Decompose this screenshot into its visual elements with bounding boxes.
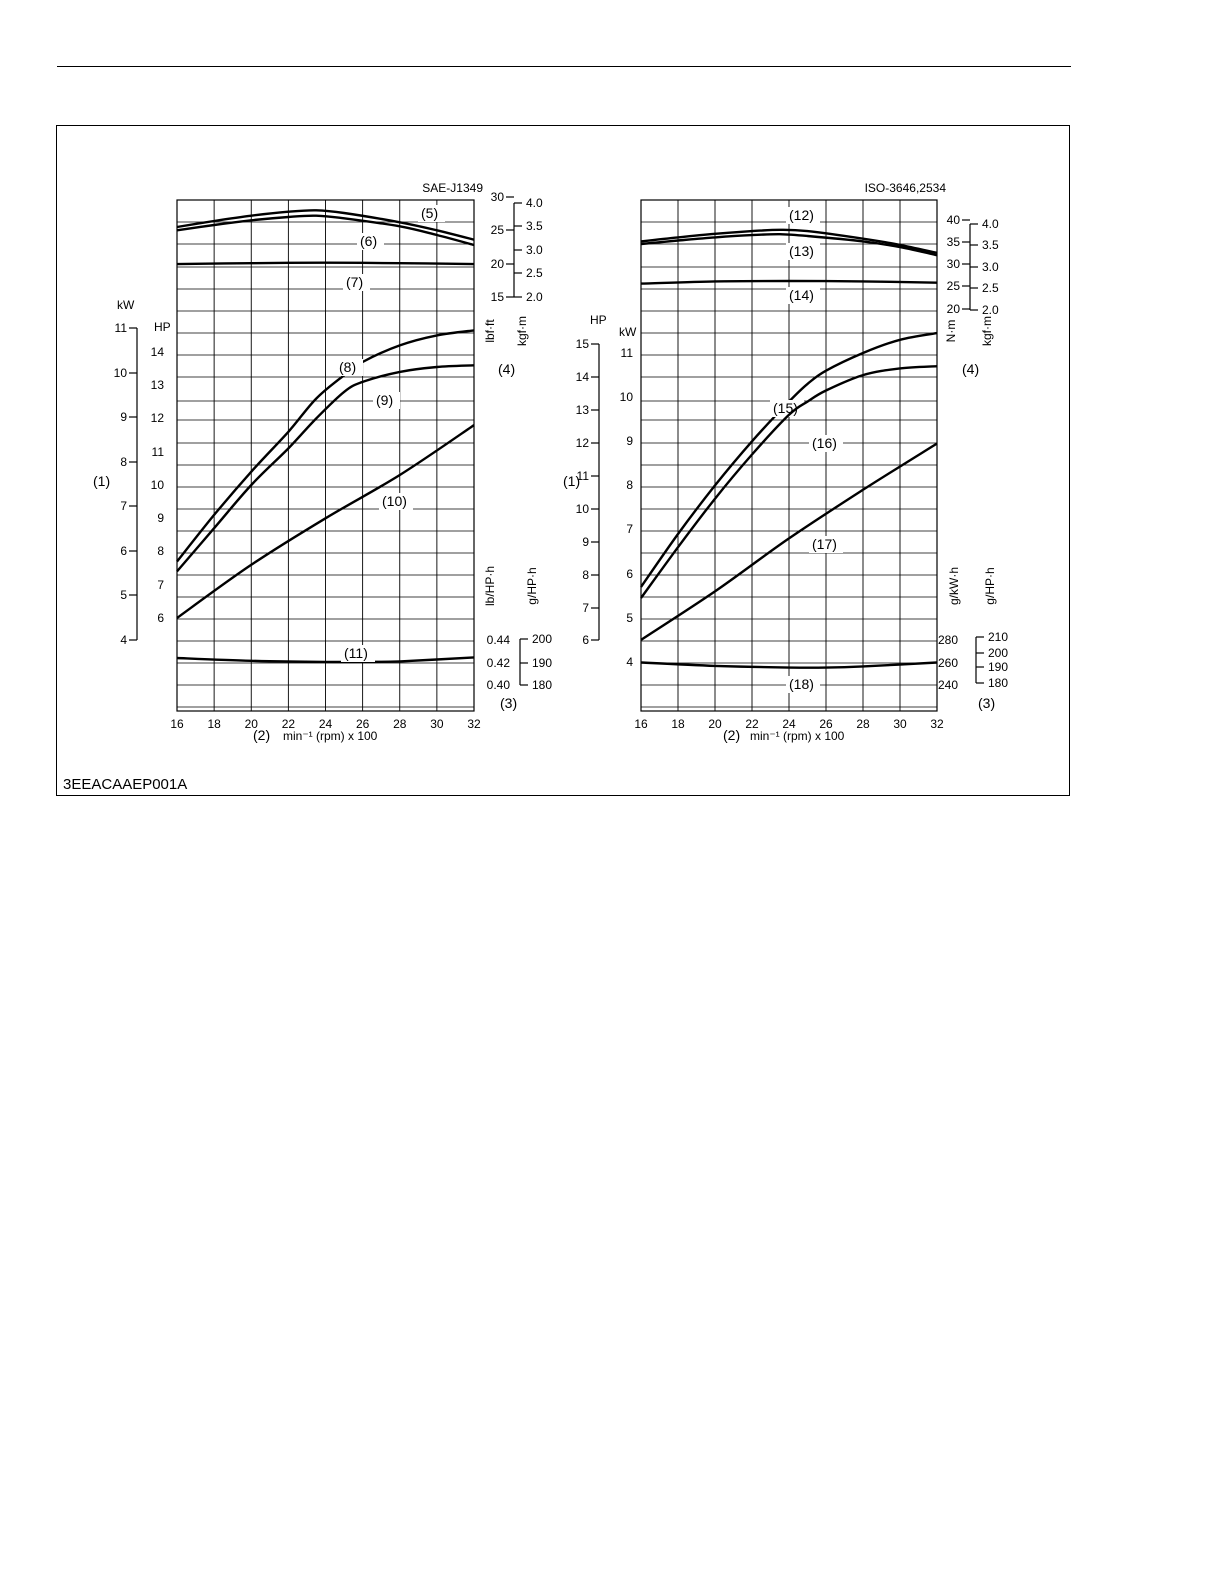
panel2-hp-tick-label: 15	[575, 337, 589, 351]
panel2-curve-label-18: (18)	[789, 676, 814, 692]
panel2-torque-a-tick-label: 35	[946, 235, 960, 249]
panel2-x-axis-label: min⁻¹ (rpm) x 100	[750, 729, 845, 743]
panel1-fuel-b-tick-label: 190	[532, 656, 553, 670]
panel1-hp-unit: HP	[154, 320, 171, 334]
panel1-x-tick-label: 22	[281, 717, 296, 731]
panel2-torque-b-tick-label: 2.5	[982, 281, 999, 295]
figure-frame	[56, 125, 1070, 796]
panel2-torque-b-unit: kgf·m	[980, 316, 994, 346]
panel1-hp-tick-label: 13	[150, 378, 164, 392]
panel1-kw-tick-label: 11	[114, 321, 127, 335]
panel2-fuel-b-unit: g/HP·h	[983, 567, 997, 605]
panel1-hp-tick-label: 9	[157, 511, 164, 525]
panel1-kw-unit: kW	[117, 298, 135, 312]
panel2-kw-tick-label: 11	[620, 346, 633, 360]
panel2-fuel-a-tick-label: 280	[937, 633, 958, 647]
panel2-fuel-axis-ref: (3)	[978, 695, 996, 711]
panel1-curve-label-9: (9)	[376, 392, 394, 408]
panel2-x-tick-label: 16	[634, 717, 648, 731]
panel2-x-tick-label: 32	[930, 717, 944, 731]
panel1-x-tick-label: 18	[207, 717, 221, 731]
panel2-x-tick-label: 20	[708, 717, 722, 731]
panel1-x-tick-label: 20	[244, 717, 258, 731]
panel2-torque-b-tick-label: 3.0	[982, 260, 999, 274]
panel1-hp-tick-label: 7	[157, 578, 164, 592]
panel1-kw-tick-label: 5	[120, 588, 127, 602]
panel1-x-tick-label: 24	[318, 717, 333, 731]
panel1-fuel-axis-ref: (3)	[500, 695, 518, 711]
panel2-hp-tick-label: 8	[582, 568, 589, 582]
panel2-fuel-a-tick-label: 240	[937, 678, 958, 692]
panel1-hp-tick-label: 10	[150, 478, 164, 492]
panel2-hp-tick-label: 9	[582, 535, 589, 549]
panel1-x-axis-ref: (2)	[253, 727, 271, 743]
panel2-curve-label-17: (17)	[812, 536, 837, 552]
panel2-torque-b-tick-label: 4.0	[982, 217, 999, 231]
panel2-torque-b-tick-label: 3.5	[982, 238, 999, 252]
panel2-fuel-b-tick-label: 180	[988, 676, 1009, 690]
panel2-fuel-a-tick-label: 260	[937, 656, 958, 670]
panel2-kw-unit: kW	[619, 325, 637, 339]
panel2-torque-a-tick-label: 25	[946, 279, 960, 293]
panel1-torque-b-tick-label: 3.5	[526, 219, 543, 233]
panel1-torque-a-tick-label: 30	[490, 190, 504, 204]
panel1-fuel-a-unit: lb/HP·h	[483, 565, 497, 607]
panel1-fuel-b-tick-label: 200	[532, 632, 553, 646]
panel1-torque-b-tick-label: 4.0	[526, 196, 543, 210]
top-rule	[57, 66, 1071, 67]
panel1-x-tick-label: 30	[430, 717, 444, 731]
panel1-kw-tick-label: 6	[120, 544, 127, 558]
panel2-hp-tick-label: 10	[575, 502, 589, 516]
panel2-chart-title: ISO-3646,2534	[864, 181, 946, 195]
panel2-kw-tick-label: 10	[619, 390, 633, 404]
panel1-x-tick-label: 16	[170, 717, 184, 731]
panel1-fuel-a-tick-label: 0.42	[486, 656, 510, 670]
panel2-curve-label-13: (13)	[789, 243, 814, 259]
panel1-x-tick-label: 32	[467, 717, 481, 731]
panel2-kw-tick-label: 9	[626, 434, 633, 448]
panel2-torque-axis-ref: (4)	[962, 361, 980, 377]
panel1-x-tick-label: 26	[355, 717, 370, 731]
panel1-torque-b-tick-label: 3.0	[526, 243, 543, 257]
panel1-fuel-a-tick-label: 0.40	[486, 678, 510, 692]
panel2-hp-tick-label: 11	[576, 469, 589, 483]
panel2-curve-label-12: (12)	[789, 207, 814, 223]
panel2-hp-tick-label: 12	[575, 436, 589, 450]
panel1-hp-tick-label: 11	[151, 445, 164, 459]
panel2-fuel-b-tick-label: 200	[988, 646, 1009, 660]
panel2-torque-a-tick-label: 40	[946, 213, 960, 227]
panel1-torque-a-tick-label: 20	[490, 257, 504, 271]
panel2-x-tick-label: 24	[782, 717, 796, 731]
panel1-hp-tick-label: 14	[150, 345, 164, 359]
panel2-x-axis-ref: (2)	[723, 727, 741, 743]
panel2-hp-tick-label: 13	[575, 403, 589, 417]
panel1-fuel-b-unit: g/HP·h	[525, 567, 539, 605]
panel2-hp-unit: HP	[590, 313, 607, 327]
panel1-power-axis-ref: (1)	[93, 473, 111, 489]
panel2-x-tick-label: 22	[745, 717, 759, 731]
panel2-kw-tick-label: 6	[626, 567, 633, 581]
panel2-kw-tick-label: 4	[626, 655, 633, 669]
panel2-x-tick-label: 26	[819, 717, 833, 731]
panel2-hp-tick-label: 14	[575, 370, 589, 384]
panel1-curve-7	[177, 263, 474, 264]
panel1-hp-tick-label: 8	[157, 544, 164, 558]
panel1-hp-tick-label: 6	[157, 611, 164, 625]
panel1-curve-label-11: (11)	[344, 645, 368, 661]
panel1-torque-b-tick-label: 2.0	[526, 290, 543, 304]
panel2-fuel-b-tick-label: 190	[988, 660, 1009, 674]
panel1-torque-axis-ref: (4)	[498, 361, 516, 377]
panel1-kw-tick-label: 10	[113, 366, 127, 380]
panel2-power-axis-ref: (1)	[563, 473, 581, 489]
panel1-curve-label-7: (7)	[346, 274, 364, 290]
panel1-torque-a-unit: lbf·ft	[483, 319, 497, 343]
panel1-torque-b-tick-label: 2.5	[526, 266, 543, 280]
panel1-x-axis-label: min⁻¹ (rpm) x 100	[283, 729, 378, 743]
panel1-kw-tick-label: 8	[120, 455, 127, 469]
panel2-torque-a-unit: N·m	[944, 319, 958, 343]
panel1-curve-label-8: (8)	[339, 359, 357, 375]
panel1-curve-label-6: (6)	[360, 233, 378, 249]
panel2-x-tick-label: 30	[893, 717, 907, 731]
panel1-kw-tick-label: 9	[120, 410, 127, 424]
panel1-x-tick-label: 28	[393, 717, 407, 731]
panel2-kw-tick-label: 5	[626, 611, 633, 625]
panel1-hp-tick-label: 12	[150, 411, 164, 425]
panel1-fuel-b-tick-label: 180	[532, 678, 553, 692]
panel1-kw-tick-label: 7	[120, 499, 127, 513]
panel2-kw-tick-label: 8	[626, 478, 633, 492]
performance-curves-svg	[57, 126, 1069, 795]
panel2-fuel-a-unit: g/kW·h	[947, 566, 961, 606]
panel1-torque-a-tick-label: 25	[490, 223, 504, 237]
panel2-hp-tick-label: 7	[582, 601, 589, 615]
panel1-chart-title: SAE-J1349	[422, 181, 483, 195]
panel2-curve-label-15: (15)	[773, 400, 798, 416]
panel2-torque-b-tick-label: 2.0	[982, 303, 999, 317]
panel1-torque-b-unit: kgf·m	[515, 316, 529, 346]
panel1-fuel-a-tick-label: 0.44	[486, 633, 510, 647]
panel2-x-tick-label: 18	[671, 717, 685, 731]
panel2-x-tick-label: 28	[856, 717, 870, 731]
panel1-curve-label-10: (10)	[382, 493, 407, 509]
panel2-kw-tick-label: 7	[626, 522, 633, 536]
panel2-curve-label-16: (16)	[812, 435, 837, 451]
panel1-kw-tick-label: 4	[120, 633, 127, 647]
panel1-curve-label-5: (5)	[421, 205, 439, 221]
panel2-torque-a-tick-label: 30	[946, 257, 960, 271]
panel2-torque-a-tick-label: 20	[946, 302, 960, 316]
figure-code: 3EEACAAEP001A	[63, 776, 188, 793]
panel2-fuel-b-tick-label: 210	[988, 630, 1009, 644]
panel2-hp-tick-label: 6	[582, 633, 589, 647]
panel1-torque-a-tick-label: 15	[490, 290, 504, 304]
panel2-curve-label-14: (14)	[789, 287, 814, 303]
